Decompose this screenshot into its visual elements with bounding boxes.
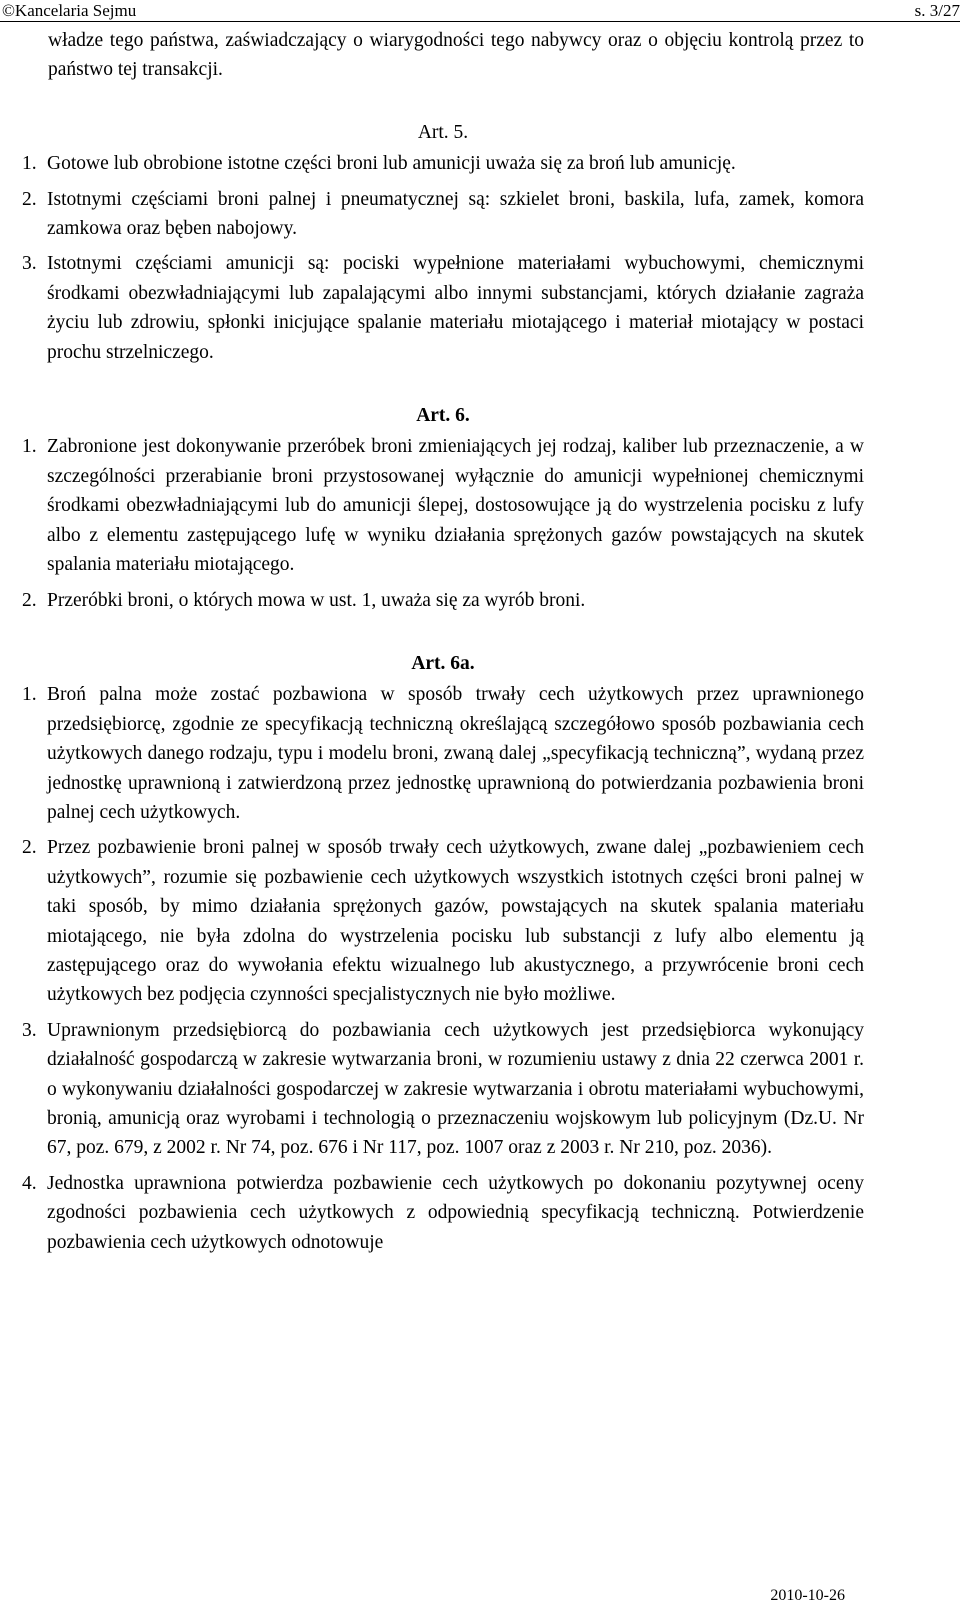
article-5-title: Art. 5. bbox=[417, 121, 469, 143]
paragraph-number: 1. bbox=[22, 153, 37, 175]
paragraph-text: Istotnymi częściami broni palnej i pneumatycznej są: szkielet broni, baskila, lufa, zamek, komora zamkowa oraz bęben nabojowy. bbox=[47, 188, 864, 240]
art6a-paragraph-3 bbox=[22, 1016, 864, 1163]
paragraph-text: Przeróbki broni, o których mowa w ust. 1, uważa się za wyrób broni. bbox=[47, 589, 586, 611]
paragraph-number: 2. bbox=[22, 188, 37, 210]
paragraph-number: 2. bbox=[22, 837, 37, 859]
art6a-paragraph-1 bbox=[22, 680, 864, 827]
article-6a-title: Art. 6a. bbox=[411, 652, 475, 674]
art6a-paragraph-2 bbox=[22, 833, 864, 1009]
page-number: s. 3/27 bbox=[914, 1, 960, 20]
art5-paragraph-1 bbox=[22, 149, 864, 178]
art6-paragraph-1 bbox=[22, 432, 864, 579]
paragraph-text: Gotowe lub obrobione istotne części broni lub amunicji uważa się za broń lub amunicję. bbox=[47, 153, 736, 175]
paragraph-number: 3. bbox=[22, 1019, 37, 1041]
footer-date: 2010-10-26 bbox=[770, 1587, 845, 1604]
document-body bbox=[22, 26, 864, 1257]
header-divider bbox=[0, 21, 960, 22]
paragraph-text: Jednostka uprawniona potwierdza pozbawienie cech użytkowych po dokonaniu pozytywnej oceny zgodności pozbawienia cech użytkowych z odpowiednią specyfikacją techniczną. Potwierdzenie pozbawienia cech użytkowych odnotowuje bbox=[47, 1172, 864, 1253]
paragraph-number: 3. bbox=[22, 253, 37, 275]
intro-paragraph: władze tego państwa, zaświadczający o wiarygodności tego nabywcy oraz o objęciu kontrolą przez to państwo tej transakcji. bbox=[48, 30, 864, 81]
paragraph-number: 1. bbox=[22, 436, 37, 458]
art6a-paragraph-4 bbox=[22, 1169, 864, 1257]
article-6-title: Art. 6. bbox=[416, 405, 470, 427]
paragraph-number: 2. bbox=[22, 589, 37, 611]
page-header bbox=[0, 0, 960, 22]
paragraph-text: Broń palna może zostać pozbawiona w sposób trwały cech użytkowych przez uprawnionego przedsiębiorcę, zgodnie ze specyfikacją techniczną określającą szczegółowo sposób pozbawiania cech użytkowych danego rodzaju, typu i modelu broni, zwaną dalej „specyfikacją techniczną”, wydaną przez jednostkę uprawnioną i zatwierdzoną przez jednostkę uprawnioną do potwierdzania pozbawienia broni palnej cech użytkowych. bbox=[47, 684, 864, 823]
art5-paragraph-2 bbox=[22, 185, 864, 244]
paragraph-text: Istotnymi częściami amunicji są: pociski wypełnione materiałami wybuchowymi, chemicznymi środkami obezwładniającymi lub zapalającymi albo innymi substancjami, których działanie zagraża życiu lub zdrowiu, spłonki inicjujące spalanie materiału miotającego i materiał miotający w postaci prochu strzelniczego. bbox=[47, 253, 864, 363]
paragraph-number: 1. bbox=[22, 684, 37, 706]
art6-paragraph-2 bbox=[22, 586, 864, 615]
copyright-label: ©Kancelaria Sejmu bbox=[2, 1, 137, 20]
paragraph-text: Zabronione jest dokonywanie przeróbek broni zmieniających jej rodzaj, kaliber lub przeznaczenie, a w szczególności przerabianie broni przystosowanej wyłącznie do amunicji wypełnionej chemicznymi środkami obezwładniającymi lub do amunicji ślepej, dostosowujące ją do wystrzelenia pocisku z lufy albo z elementu zastępującego lufę w wyniku działania sprężonych gazów powstających na skutek spalania materiału miotającego. bbox=[47, 436, 864, 576]
paragraph-text: Przez pozbawienie broni palnej w sposób trwały cech użytkowych, zwane dalej „pozbawieniem cech użytkowych”, rozumie się pozbawienie cech użytkowych wszystkich istotnych części broni palnej w taki sposób, by mimo działania sprężonych gazów, powstających na skutek spalania materiału miotającego, nie była zdolna do wystrzelenia pocisku lub substancji z lufy albo elementu ją zastępującego oraz do wywołania efektu wizualnego lub akustycznego, a przywrócenie broni cech użytkowych bez podjęcia czynności specjalistycznych nie było możliwe. bbox=[47, 837, 864, 1006]
paragraph-number: 4. bbox=[22, 1172, 37, 1194]
art5-paragraph-3 bbox=[22, 249, 864, 367]
paragraph-text: Uprawnionym przedsiębiorcą do pozbawiania cech użytkowych jest przedsiębiorca wykonujący działalność gospodarczą w zakresie wytwarzania broni, w rozumieniu ustawy z dnia 22 czerwca 2001 r. o wykonywaniu działalności gospodarczej w zakresie wytwarzania i obrotu materiałami wybuchowymi, bronią, amunicją oraz wyrobami i technologią o przeznaczeniu wojskowym lub policyjnym (Dz.U. Nr 67, poz. 679, z 2002 r. Nr 74, poz. 676 i Nr 117, poz. 1007 oraz z 2003 r. Nr 210, poz. 2036). bbox=[47, 1019, 864, 1159]
